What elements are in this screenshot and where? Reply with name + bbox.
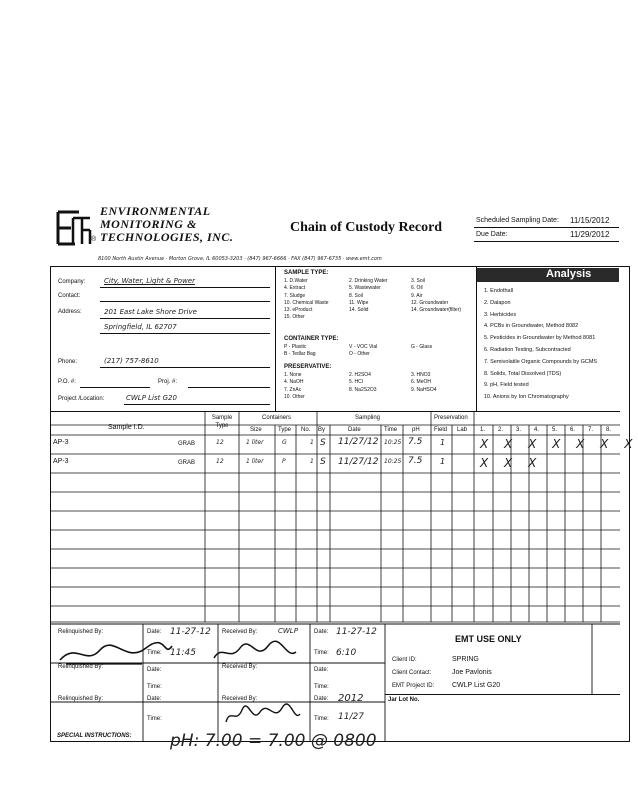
preservative-col1: 1. None 4. NaOH 7. ZnAc 10. Other xyxy=(284,372,305,400)
group-containers: Containers xyxy=(262,415,292,421)
phone-value: (217) 757-8610 xyxy=(104,357,159,365)
address-line-1: 201 East Lake Shore Drive xyxy=(104,308,197,316)
emt-contact-label: Client Contact: xyxy=(392,670,432,676)
project-location-label: Project /Location: xyxy=(58,396,105,402)
received-by-tag-1: CWLP xyxy=(278,627,298,635)
row-analysis-marks: X X X xyxy=(480,456,543,470)
registered-mark: ® xyxy=(91,236,97,243)
analysis-col-8: 8. xyxy=(606,427,612,433)
container-type-col2: V - VOC Vial O - Other xyxy=(349,344,378,358)
container-type-title: CONTAINER TYPE: xyxy=(284,336,339,342)
receive-time-label-1: Time: xyxy=(314,650,329,656)
special-instructions-label: SPECIAL INSTRUCTIONS: xyxy=(57,733,132,739)
received-by-label-3: Received By: xyxy=(222,696,258,702)
analysis-col-4: 4. xyxy=(534,427,540,433)
row-grab: GRAB xyxy=(178,441,196,447)
project-location-value: CWLP List G20 xyxy=(126,394,177,402)
preservative-title: PRESERVATIVE: xyxy=(284,364,332,370)
special-instructions-note: pH: 7.00 = 7.00 @ 0800 xyxy=(170,731,377,751)
row-size: 1 liter xyxy=(246,439,264,446)
address-label: Address: xyxy=(58,309,82,315)
group-preservation: Preservation xyxy=(434,415,468,421)
emt-logo-icon xyxy=(55,208,93,248)
emt-project-label: EMT Project ID: xyxy=(392,683,435,689)
relinquished-by-label-1: Relinquished By: xyxy=(58,629,104,635)
received-by-label-1: Received By: xyxy=(222,629,258,635)
row-container-type: P xyxy=(282,458,286,465)
sample-table xyxy=(50,412,638,622)
receive-date-label-1: Date: xyxy=(314,629,329,635)
receive-date-1: 11-27-12 xyxy=(336,627,377,637)
row-ph: 7.5 xyxy=(408,456,423,466)
phone-label: Phone: xyxy=(58,359,78,365)
receive-date-label-2: Date: xyxy=(314,667,329,673)
col-size: Size xyxy=(250,427,262,433)
company-address-line: 8100 North Austin Avenue · Morton Grove, IL 60053-3203 · (847) 967-6666 · FAX (847) 967-6735 · www.emt.com xyxy=(98,256,382,262)
col-sample-type: Sample Type xyxy=(211,415,233,429)
receive-time-3: 11/27 xyxy=(338,712,364,722)
col-time: Time xyxy=(384,427,398,433)
receive-time-label-2: Time: xyxy=(314,684,329,690)
analysis-list: 1. Endothall 2. Dalapon 3. Herbicides 4. PCBs in Groundwater, Method 8082 5. Pesticides in Groundwater by Method 8081 6. Radiation Testing, Subcontracted 7. Semivolatile Organic Compounds by GCMS 8. Solids, Total Dissolved (TDS) 9. pH, Field tested 10. Anions by Ion Chromatography xyxy=(484,288,598,401)
col-field: Field xyxy=(434,427,448,433)
analysis-col-7: 7. xyxy=(588,427,594,433)
row-date: 11/27/12 xyxy=(338,457,379,467)
relinquished-by-label-3: Relinquished By: xyxy=(58,696,104,702)
sample-type-title: SAMPLE TYPE: xyxy=(284,270,329,276)
sample-type-col2: 2. Drinking Water 5. Wastewater 8. Soil 11. Wipe 14. Solid xyxy=(349,278,388,314)
col-no: No. xyxy=(301,427,311,433)
sample-type-col1: 1. D.Water 4. Extract 7. Sludge 10. Chemical Waste 13. eProduct 15. Other xyxy=(284,278,329,321)
row-grab: GRAB xyxy=(178,460,196,466)
analysis-col-3: 3. xyxy=(516,427,522,433)
emt-project: CWLP List G20 xyxy=(452,682,501,689)
receive-time-1: 6:10 xyxy=(336,648,357,658)
received-by-label-2: Received By: xyxy=(222,664,258,670)
date-label-2: Date: xyxy=(147,667,162,673)
company-name: ENVIRONMENTAL MONITORING & TECHNOLOGIES, INC. xyxy=(100,204,234,244)
time-label-2: Time: xyxy=(147,684,162,690)
receive-date-3: 2012 xyxy=(338,693,364,704)
analysis-col-6: 6. xyxy=(570,427,576,433)
po-label: P.O. #: xyxy=(58,379,76,385)
contact-label: Contact: xyxy=(58,293,81,299)
relinquish-date-1: 11-27-12 xyxy=(170,627,211,637)
preservative-col3: 3. HNO3 6. MeOH 9. NaHSO4 xyxy=(411,372,437,393)
row-field: 1 xyxy=(440,438,446,447)
date-label-3: Date: xyxy=(147,696,162,702)
receiver-signature-3 xyxy=(222,702,302,728)
row-size: 1 liter xyxy=(246,458,264,465)
date-label-1: Date: xyxy=(147,629,162,635)
relinquished-by-label-2: Relinquished By: xyxy=(58,664,104,670)
row-by: S xyxy=(320,438,326,448)
analysis-header: Analysis xyxy=(546,268,592,280)
row-sample-type: 12 xyxy=(216,439,224,446)
sample-type-col3: 3. Soil 6. Oil 9. Air 12. Groundwater 14. Groundwater(filter) xyxy=(411,278,462,314)
form-title: Chain of Custody Record xyxy=(290,220,443,235)
container-type-col1: P - Plastic B - Tedlar Bag xyxy=(284,344,316,358)
row-container-type: G xyxy=(282,439,287,446)
emt-client-id-label: Client ID: xyxy=(392,657,417,663)
due-date-value: 11/29/2012 xyxy=(570,230,610,239)
address-line-2: Springfield, IL 62707 xyxy=(104,323,177,331)
row-analysis-marks: X X X X X X X xyxy=(480,437,638,451)
scheduled-date-value: 11/15/2012 xyxy=(570,216,610,225)
row-sample-id: AP-3 xyxy=(53,439,69,446)
col-lab: Lab xyxy=(457,427,468,433)
relinquish-time-1: 11:45 xyxy=(170,648,196,658)
col-type: Type xyxy=(278,427,292,433)
emt-use-only-title: EMT USE ONLY xyxy=(455,634,522,644)
col-date: Date xyxy=(348,427,361,433)
time-label-1: Time: xyxy=(147,650,162,656)
analysis-col-5: 5. xyxy=(552,427,558,433)
col-ph: pH xyxy=(412,427,420,433)
row-time: 10:25 xyxy=(384,439,402,446)
scheduled-date-label: Scheduled Sampling Date: xyxy=(476,217,559,224)
analysis-col-1: 1. xyxy=(480,427,486,433)
row-sample-id: AP-3 xyxy=(53,458,69,465)
analysis-col-2: 2. xyxy=(498,427,504,433)
emt-contact: Joe Pavlonis xyxy=(452,669,492,676)
row-sample-type: 12 xyxy=(216,458,224,465)
container-type-col3: G - Glass xyxy=(411,344,433,350)
time-label-3: Time: xyxy=(147,716,162,722)
proj-label: Proj. #: xyxy=(158,379,178,385)
company-label: Company: xyxy=(58,279,86,285)
receive-date-label-3: Date: xyxy=(314,696,329,702)
due-date-label: Due Date: xyxy=(476,231,508,238)
preservative-col2: 2. H2SO4 5. HCl 8. Na2S2O3 xyxy=(349,372,377,393)
row-date: 11/27/12 xyxy=(338,437,379,447)
row-by: S xyxy=(320,457,326,467)
emt-jar-lot-label: Jar Lot No. xyxy=(388,697,420,703)
row-time: 10:25 xyxy=(384,458,402,465)
emt-client-id: SPRING xyxy=(452,656,479,663)
row-field: 1 xyxy=(440,457,446,466)
col-sample-id: Sample I.D. xyxy=(108,424,145,431)
receiver-signature-1 xyxy=(210,640,300,666)
row-count: 1 xyxy=(310,458,314,465)
row-count: 1 xyxy=(310,439,314,446)
receive-time-label-3: Time: xyxy=(314,716,329,722)
col-by: By xyxy=(318,427,326,433)
row-ph: 7.5 xyxy=(408,437,423,447)
group-sampling: Sampling xyxy=(355,415,381,421)
company-value: City, Water, Light & Power xyxy=(104,277,195,285)
